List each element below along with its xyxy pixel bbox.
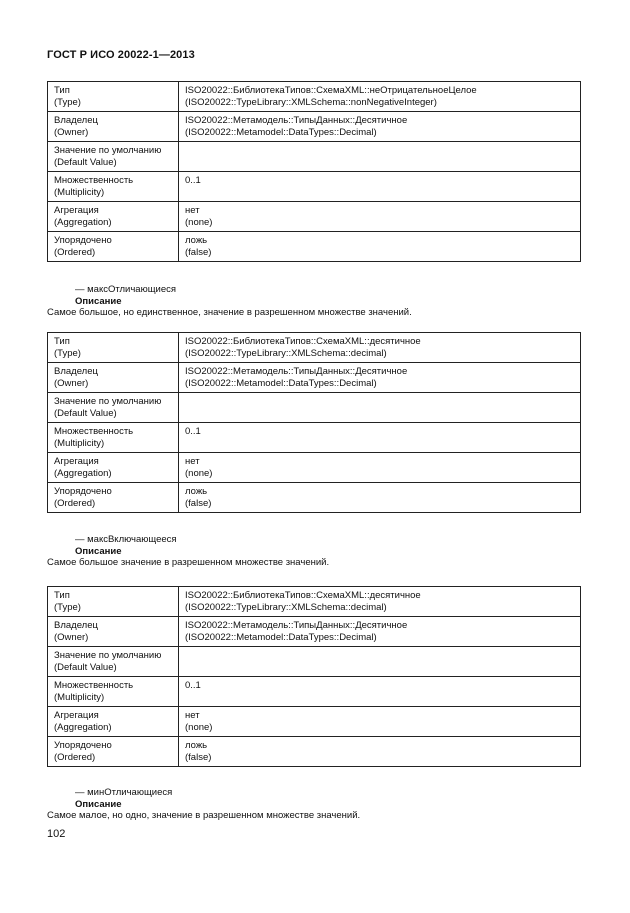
row-label: Упорядочено (Ordered): [48, 232, 179, 262]
row-label: Агрегация (Aggregation): [48, 453, 179, 483]
row-label: Владелец (Owner): [48, 617, 179, 647]
row-value: ISO20022::Метамодель::ТипыДанных::Десятичное (ISO20022::Metamodel::DataTypes::Decimal): [179, 112, 581, 142]
attribute-name: — минОтличающиеся: [75, 787, 173, 798]
table-row-aggregation: [48, 202, 581, 232]
row-value: ложь (false): [179, 232, 581, 262]
description-heading: Описание: [75, 545, 122, 557]
table-row-owner: [48, 363, 581, 393]
row-value: 0..1: [179, 677, 581, 707]
table-row-default-value: [48, 142, 581, 172]
row-label: Упорядочено (Ordered): [48, 483, 179, 513]
table-row-multiplicity: [48, 172, 581, 202]
row-label: Значение по умолчанию (Default Value): [48, 393, 179, 423]
row-label: Владелец (Owner): [48, 112, 179, 142]
row-value: [179, 393, 581, 423]
row-value: ISO20022::БиблиотекаТипов::СхемаXML::десятичное (ISO20022::TypeLibrary::XMLSchema::decimal): [179, 333, 581, 363]
table-row-default-value: [48, 647, 581, 677]
table-row-ordered: [48, 483, 581, 513]
row-value: 0..1: [179, 423, 581, 453]
table-row-default-value: [48, 393, 581, 423]
row-value: ISO20022::БиблиотекаТипов::СхемаXML::неОтрицательноеЦелое (ISO20022::TypeLibrary::XMLSchema::nonNegativeInteger): [179, 82, 581, 112]
description-block: [47, 787, 361, 822]
description-heading: Описание: [75, 798, 122, 810]
row-value: ISO20022::БиблиотекаТипов::СхемаXML::десятичное (ISO20022::TypeLibrary::XMLSchema::decimal): [179, 587, 581, 617]
row-value: [179, 142, 581, 172]
page-number: 102: [47, 828, 66, 840]
row-label: Множественность (Multiplicity): [48, 677, 179, 707]
row-value: нет (none): [179, 453, 581, 483]
description-block: [47, 284, 412, 319]
row-label: Тип (Type): [48, 333, 179, 363]
row-label: Агрегация (Aggregation): [48, 707, 179, 737]
row-value: ISO20022::Метамодель::ТипыДанных::Десятичное (ISO20022::Metamodel::DataTypes::Decimal): [179, 617, 581, 647]
row-label: Тип (Type): [48, 82, 179, 112]
table-row-owner: [48, 617, 581, 647]
row-label: Значение по умолчанию (Default Value): [48, 647, 179, 677]
row-label: Упорядочено (Ordered): [48, 737, 179, 767]
row-value: ISO20022::Метамодель::ТипыДанных::Десятичное (ISO20022::Metamodel::DataTypes::Decimal): [179, 363, 581, 393]
table-row-type: [48, 587, 581, 617]
table-row-aggregation: [48, 707, 581, 737]
description-text: Самое малое, но одно, значение в разрешенном множестве значений.: [47, 810, 361, 821]
description-text: Самое большое значение в разрешенном множестве значений.: [47, 557, 330, 568]
row-value: нет (none): [179, 707, 581, 737]
description-block: [47, 534, 330, 569]
row-label: Значение по умолчанию (Default Value): [48, 142, 179, 172]
table-row-ordered: [48, 737, 581, 767]
row-label: Агрегация (Aggregation): [48, 202, 179, 232]
row-value: нет (none): [179, 202, 581, 232]
row-value: ложь (false): [179, 737, 581, 767]
row-label: Множественность (Multiplicity): [48, 423, 179, 453]
table-row-type: [48, 82, 581, 112]
property-table-type-nonnegative: [47, 81, 581, 262]
table-row-aggregation: [48, 453, 581, 483]
table-row-multiplicity: [48, 423, 581, 453]
row-label: Множественность (Multiplicity): [48, 172, 179, 202]
table-row-owner: [48, 112, 581, 142]
property-table-max-exclusive: [47, 332, 581, 513]
description-text: Самое большое, но единственное, значение в разрешенном множестве значений.: [47, 307, 412, 318]
table-row-multiplicity: [48, 677, 581, 707]
document-header: ГОСТ Р ИСО 20022-1—2013: [47, 49, 195, 61]
table-row-type: [48, 333, 581, 363]
attribute-name: — максОтличающиеся: [75, 284, 177, 295]
description-heading: Описание: [75, 295, 122, 307]
attribute-name: — максВключающееся: [75, 534, 177, 545]
row-value: [179, 647, 581, 677]
row-label: Владелец (Owner): [48, 363, 179, 393]
row-value: 0..1: [179, 172, 581, 202]
table-row-ordered: [48, 232, 581, 262]
row-label: Тип (Type): [48, 587, 179, 617]
row-value: ложь (false): [179, 483, 581, 513]
property-table-max-inclusive: [47, 586, 581, 767]
